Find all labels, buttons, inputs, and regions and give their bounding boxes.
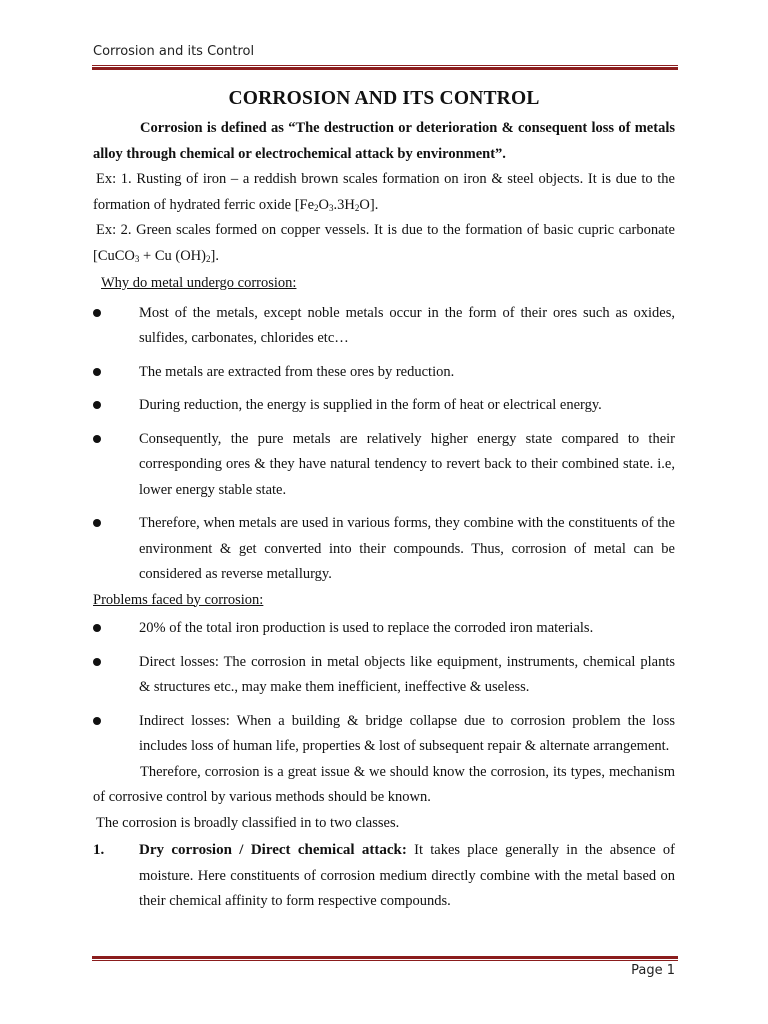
bullet-icon — [93, 717, 101, 725]
list-item: The metals are extracted from these ores by reduction. — [93, 360, 675, 386]
definition-paragraph: Corrosion is defined as “The destruction or deterioration & consequent loss of metals alloy through chemical or electrochemical attack by environment”. — [93, 120, 675, 162]
bullet-icon — [93, 658, 101, 666]
example-1: Ex: 1. Rusting of iron – a reddish brown scales formation on iron & steel objects. It is due to the formation of hydrated ferric oxide $[Fe_2O_3.3H_2O]$. — [93, 171, 675, 213]
bullet-icon — [93, 519, 101, 527]
therefore-paragraph: Therefore, corrosion is a great issue & we should know the corrosion, its types, mechanism of corrosive control by various methods should be known. — [93, 763, 675, 805]
bullet-icon — [93, 401, 101, 409]
classes-paragraph: The corrosion is broadly classified in to two classes. — [96, 814, 400, 831]
list-item: During reduction, the energy is supplied in the form of heat or electrical energy. — [93, 393, 675, 419]
bullet-icon — [93, 309, 101, 317]
problems-bullet-list — [93, 616, 675, 760]
numbered-item-dry-corrosion — [93, 838, 675, 915]
bullet-icon — [93, 435, 101, 443]
document-title: CORROSION AND ITS CONTROL — [228, 88, 540, 109]
list-item: Direct losses: The corrosion in metal objects like equipment, instruments, chemical plants & structures etc., may make them inefficient, ineffective & useless. — [93, 650, 675, 701]
page-body — [93, 86, 675, 915]
footer-rule — [92, 956, 678, 961]
list-item: Therefore, when metals are used in various forms, they combine with the constituents of the environment & get converted into their compounds. Thus, corrosion of metal can be considered as reverse metallurgy. — [93, 511, 675, 588]
list-item: 20% of the total iron production is used to replace the corroded iron materials. — [93, 616, 675, 642]
problems-heading: Problems faced by corrosion: — [93, 591, 264, 608]
example-2: Ex: 2. Green scales formed on copper vessels. It is due to the formation of basic cupric carbonate [CuCO$_3$ + Cu $(OH)_2$]. — [93, 222, 675, 264]
item-lead: Dry corrosion / Direct chemical attack: — [139, 842, 407, 858]
bullet-icon — [93, 368, 101, 376]
list-item: Most of the metals, except noble metals occur in the form of their ores such as oxides, sulfides, carbonates, chlorides etc… — [93, 301, 675, 352]
bullet-icon — [93, 624, 101, 632]
header-rule — [92, 65, 678, 70]
item-number: 1. — [93, 842, 105, 858]
list-item: Consequently, the pure metals are relatively higher energy state compared to their corresponding ores & they have natural tendency to revert back to their combined state. i.e, lower energy stable state. — [93, 427, 675, 504]
why-heading: Why do metal undergo corrosion: — [101, 275, 297, 291]
running-header-title: Corrosion and its Control — [93, 44, 255, 59]
why-bullet-list — [93, 301, 675, 588]
list-item: Indirect losses: When a building & bridge collapse due to corrosion problem the loss includes loss of human life, properties & lost of subsequent repair & alternate arrangement. — [93, 709, 675, 760]
page-number: Page 1 — [631, 963, 675, 978]
item-text: It takes place generally in the absence of moisture. Here constituents of corrosion medium directly combine with the metal based on their chemical affinity to form respective compounds. — [139, 842, 675, 909]
